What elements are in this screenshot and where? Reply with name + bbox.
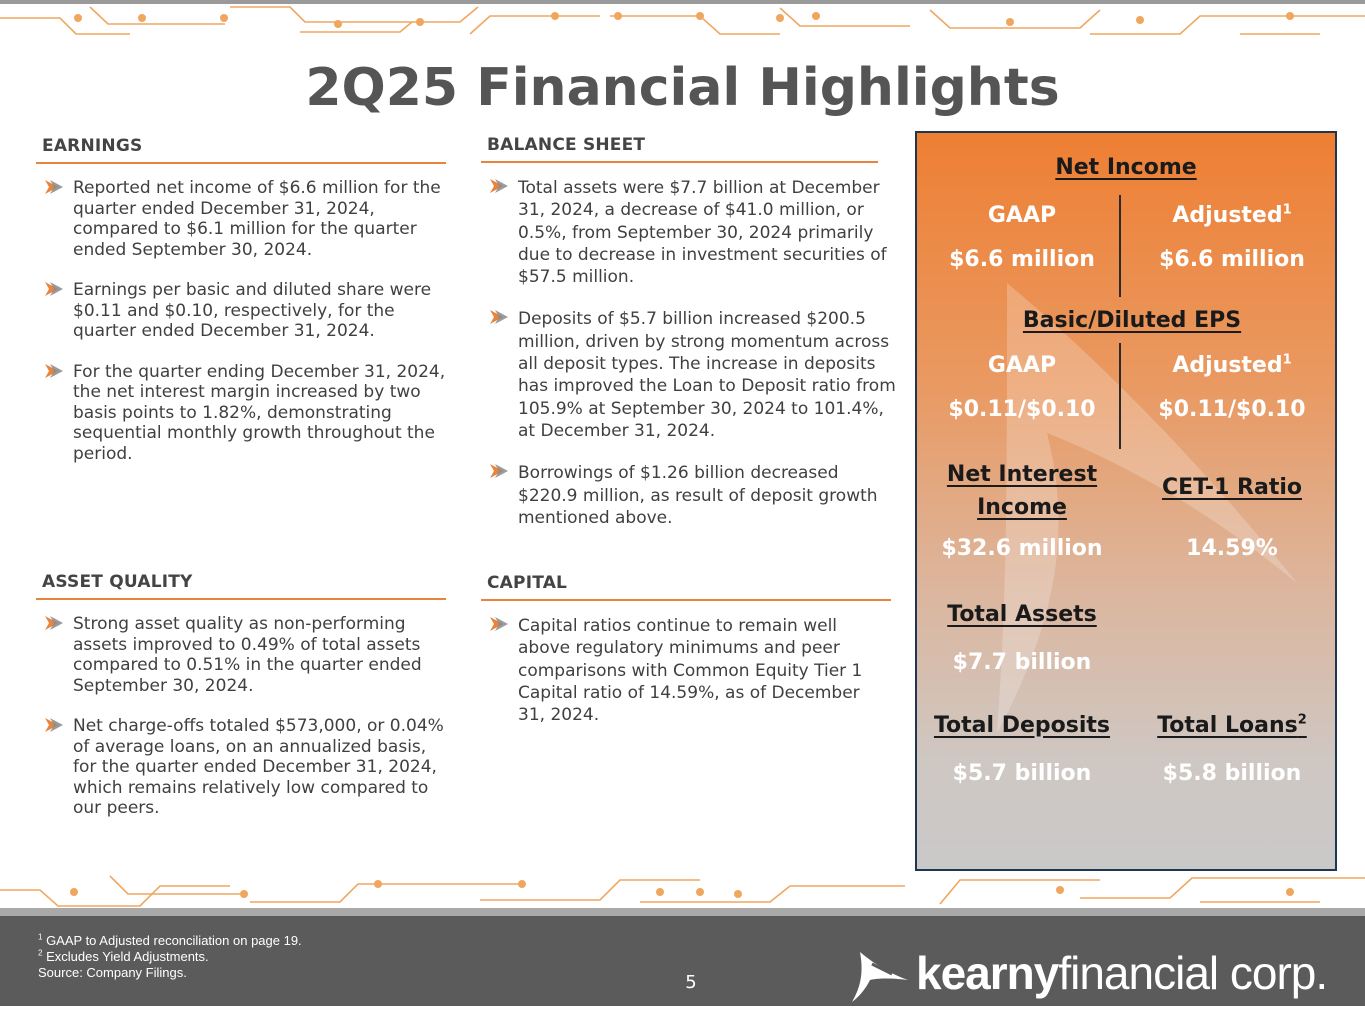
eps-gaap-value: $0.11/$0.10 — [948, 397, 1096, 422]
total-deposits-value: $5.7 billion — [952, 761, 1092, 786]
ni-gaap-value: $6.6 million — [949, 247, 1095, 272]
eps-gaap-label: GAAP — [987, 353, 1057, 378]
balance-sheet-bullets — [481, 177, 896, 529]
asset-quality-section — [36, 572, 446, 839]
list-item: Capital ratios continue to remain well above regulatory minimums and peer comparisons with Common Equity Tier 1 Capital ratio of 14.59%, as of December 31, 2024. — [481, 615, 876, 726]
eps-divider — [1119, 343, 1121, 449]
capital-section — [481, 573, 891, 746]
chevron-arrow-icon — [44, 363, 64, 379]
list-item: Earnings per basic and diluted share were $0.11 and $0.10, respectively, for the quarter ended December 31, 2024. — [36, 280, 446, 342]
nii-value: $32.6 million — [941, 536, 1103, 561]
chevron-arrow-icon — [489, 178, 509, 194]
company-logo — [852, 946, 1332, 1006]
earnings-heading: EARNINGS — [36, 136, 446, 164]
total-loans-header: Total Loans$^2$ — [1157, 712, 1307, 738]
eps-adjusted-label: Adjusted$^1$ — [1172, 352, 1292, 378]
footnotes — [38, 933, 302, 981]
cet1-header: CET-1 Ratio — [1161, 475, 1302, 500]
bottom-strip — [0, 1006, 1365, 1024]
capital-heading: CAPITAL — [481, 573, 891, 601]
highlights-panel — [915, 131, 1337, 871]
total-assets-header: Total Assets — [947, 602, 1097, 627]
list-item: Net charge-offs totaled $573,000, or 0.04% of average loans, on an annualized basis, for the quarter ended December 31, 2024, which remains relatively low compared to our peers. — [36, 716, 446, 819]
capital-bullets — [481, 615, 876, 726]
kearny-arrow-logo-icon — [852, 950, 910, 1002]
ni-divider — [1119, 195, 1121, 297]
list-item: Reported net income of $6.6 million for the quarter ended December 31, 2024, compared to $6.1 million for the quarter ended September 30, 2024. — [36, 178, 446, 260]
footnote-2: $^2$ Excludes Yield Adjustments. — [38, 948, 209, 964]
chevron-arrow-icon — [489, 616, 509, 632]
earnings-bullets — [36, 178, 446, 464]
list-item: Deposits of $5.7 billion increased $200.5 million, driven by strong momentum across all deposit types. The increase in deposits has improved the Loan to Deposit ratio from 105.9% at September 30, 2024 to 101.4%, at December 31, 2024. — [481, 308, 896, 442]
cet1-value: 14.59% — [1186, 536, 1278, 561]
list-item: Strong asset quality as non-performing assets improved to 0.49% of total assets compared to 0.51% in the quarter ended September 30, 2024. — [36, 614, 446, 696]
circuit-decoration-bottom — [0, 872, 1365, 908]
earnings-section — [36, 136, 446, 484]
eps-adjusted-value: $0.11/$0.10 — [1158, 397, 1306, 422]
list-item: For the quarter ending December 31, 2024, the net interest margin increased by two basis points to 1.82%, demonstrating sequential monthly growth throughout the period. — [36, 362, 446, 465]
list-item: Total assets were $7.7 billion at December 31, 2024, a decrease of $41.0 million, or 0.5%, from September 30, 2024 primarily due to decrease in investment securities of $57.5 million. — [481, 177, 896, 288]
page-title: 2Q25 Financial Highlights — [305, 58, 1060, 118]
chevron-arrow-icon — [489, 309, 509, 325]
circuit-decoration-top — [0, 4, 1365, 40]
page-number: 5 — [685, 972, 697, 993]
logo-wordmark: kearnyfinancial corp. — [916, 947, 1328, 999]
asset-quality-heading: ASSET QUALITY — [36, 572, 446, 600]
source-note: Source: Company Filings. — [38, 965, 187, 980]
balance-sheet-section — [481, 135, 896, 549]
eps-header: Basic/Diluted EPS — [1022, 308, 1242, 333]
footer-top-band — [0, 908, 1365, 916]
asset-quality-bullets — [36, 614, 446, 819]
chevron-arrow-icon — [44, 179, 64, 195]
chevron-arrow-icon — [489, 463, 509, 479]
total-assets-value: $7.7 billion — [952, 650, 1092, 675]
footnote-1: $^1$ GAAP to Adjusted reconciliation on page 19. — [38, 932, 302, 948]
list-item: Borrowings of $1.26 billion decreased $220.9 million, as result of deposit growth mentioned above. — [481, 462, 896, 529]
chevron-arrow-icon — [44, 717, 64, 733]
chevron-arrow-icon — [44, 281, 64, 297]
chevron-arrow-icon — [44, 615, 64, 631]
ni-adjusted-label: Adjusted$^1$ — [1172, 202, 1292, 228]
total-loans-value: $5.8 billion — [1162, 761, 1302, 786]
nii-header: Net Interest Income — [946, 462, 1098, 520]
net-income-header: Net Income — [1055, 155, 1197, 180]
total-deposits-header: Total Deposits — [933, 713, 1111, 738]
ni-adjusted-value: $6.6 million — [1159, 247, 1305, 272]
balance-sheet-heading: BALANCE SHEET — [481, 135, 878, 163]
ni-gaap-label: GAAP — [987, 203, 1057, 228]
